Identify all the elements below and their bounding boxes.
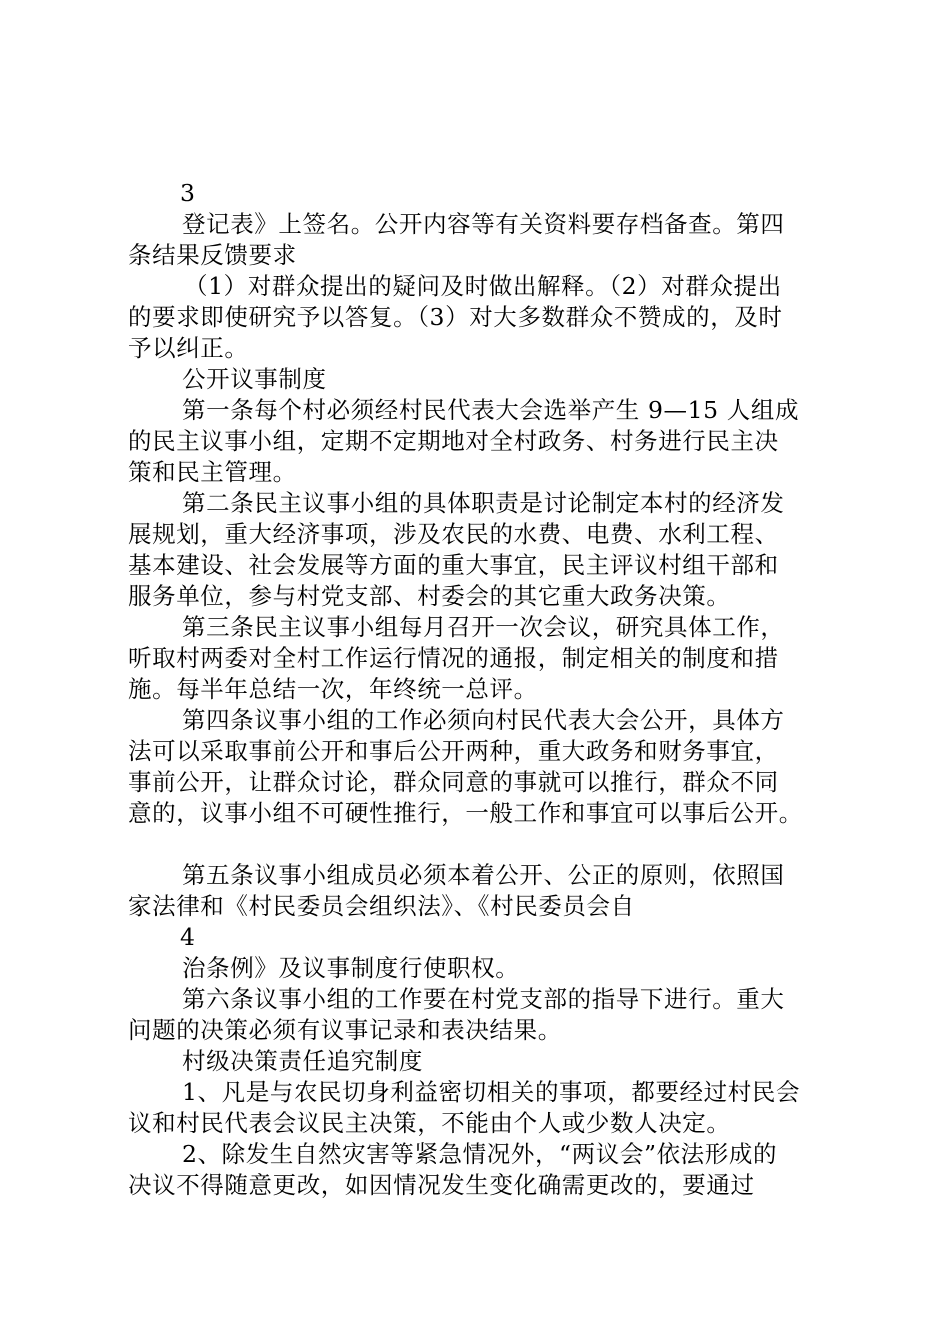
text-line: 展规划，重大经济事项，涉及农民的水费、电费、水利工程、 bbox=[128, 520, 779, 548]
text-line: （1）对群众提出的疑问及时做出解释。（2）对群众提出 bbox=[184, 272, 782, 300]
text-line: 施。每半年总结一次，年终统一总评。 bbox=[128, 675, 538, 703]
text-line: 第二条民主议事小组的具体职责是讨论制定本村的经济发 bbox=[182, 489, 785, 517]
text-line: 条结果反馈要求 bbox=[128, 241, 297, 269]
text-line: 予以纠正。 bbox=[128, 334, 249, 362]
text-line: 的要求即使研究予以答复。（3）对大多数群众不赞成的，及时 bbox=[128, 303, 783, 331]
text-line: 第一条每个村必须经村民代表大会选举产生 9—15 人组成 bbox=[182, 396, 800, 424]
text-line: 议和村民代表会议民主决策，不能由个人或少数人决定。 bbox=[128, 1109, 731, 1137]
text-line: 法可以采取事前公开和事后公开两种，重大政务和财务事宜， bbox=[128, 737, 779, 765]
text-line: 的民主议事小组，定期不定期地对全村政务、村务进行民主决 bbox=[128, 427, 779, 455]
text-line: 第四条议事小组的工作必须向村民代表大会公开，具体方 bbox=[182, 706, 785, 734]
section-heading: 村级决策责任追究制度 bbox=[182, 1047, 423, 1075]
text-line: 决议不得随意更改，如因情况发生变化确需更改的，要通过 bbox=[128, 1171, 755, 1199]
section-heading: 公开议事制度 bbox=[182, 365, 327, 393]
text-line: 服务单位，参与村党支部、村委会的其它重大政务决策。 bbox=[128, 582, 731, 610]
text-line: 基本建设、社会发展等方面的重大事宜，民主评议村组干部和 bbox=[128, 551, 779, 579]
page-number: 3 bbox=[180, 179, 196, 207]
page-number: 4 bbox=[180, 923, 196, 951]
text-line: 问题的决策必须有议事记录和表决结果。 bbox=[128, 1016, 562, 1044]
paragraph-gap bbox=[128, 829, 832, 860]
text-line: 事前公开，让群众讨论，群众同意的事就可以推行，群众不同 bbox=[128, 768, 779, 796]
text-line: 策和民主管理。 bbox=[128, 458, 297, 486]
text-line: 1、凡是与农民切身利益密切相关的事项，都要经过村民会 bbox=[182, 1078, 801, 1106]
text-line: 听取村两委对全村工作运行情况的通报，制定相关的制度和措 bbox=[128, 644, 779, 672]
text-line: 家法律和《村民委员会组织法》、《村民委员会自 bbox=[128, 892, 635, 920]
text-line: 第三条民主议事小组每月召开一次会议，研究具体工作， bbox=[182, 613, 785, 641]
document-page bbox=[128, 178, 832, 1201]
text-line: 治条例》及议事制度行使职权。 bbox=[182, 954, 520, 982]
text-line: 意的，议事小组不可硬性推行，一般工作和事宜可以事后公开。 bbox=[128, 799, 803, 827]
text-line: 第五条议事小组成员必须本着公开、公正的原则，依照国 bbox=[182, 861, 785, 889]
text-line: 登记表》上签名。公开内容等有关资料要存档备查。第四 bbox=[182, 210, 785, 238]
text-line: 2、除发生自然灾害等紧急情况外，“两议会”依法形成的 bbox=[182, 1140, 778, 1168]
text-line: 第六条议事小组的工作要在村党支部的指导下进行。重大 bbox=[182, 985, 785, 1013]
